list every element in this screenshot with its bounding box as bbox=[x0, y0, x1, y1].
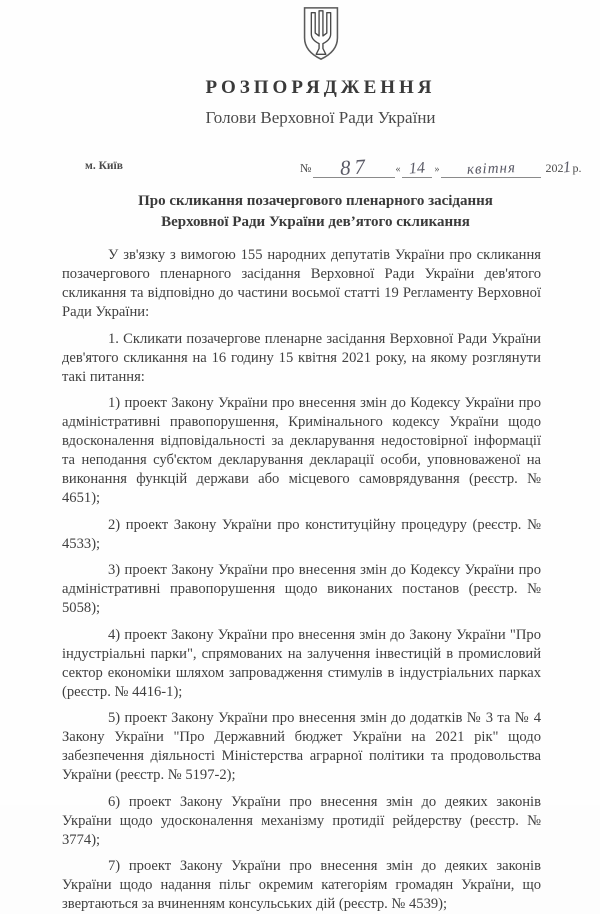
year-group bbox=[545, 159, 581, 178]
ukraine-trident-emblem-icon bbox=[298, 5, 344, 63]
handwritten-year-digit: 1 bbox=[562, 158, 573, 177]
month-blank bbox=[441, 161, 541, 178]
paragraph-question-6: 6) проект Закону України про внесення змін до деяких законів України щодо удосконалення механізму протидії рейдерству (реєстр. № 3774); bbox=[62, 793, 541, 848]
paragraph-question-7: 7) проект Закону України про внесення змін до деяких законів України щодо надання пільг окремим категоріям громадян України, що звертаються за вчиненням консульських дій (реєстр. № 4539); bbox=[62, 858, 541, 912]
paragraph-preamble: У зв'язку з вимогою 155 народних депутатів України про скликання позачергового пленарного засідання Верховної Ради України дев'ятого скликання та відповідно до частини восьмої статті 19 Регламенту Верховної Ради України: bbox=[62, 247, 541, 320]
subject-line-2: Верховної Ради України дев’ятого скликання bbox=[161, 214, 470, 230]
handwritten-month: квітня bbox=[466, 160, 517, 178]
document-body bbox=[62, 246, 541, 914]
paragraph-question-2: 2) проект Закону України про конституційну процедуру (реєстр. № 4533); bbox=[62, 516, 541, 552]
day-blank bbox=[402, 161, 432, 178]
number-blank bbox=[313, 156, 395, 178]
handwritten-day: 14 bbox=[408, 159, 426, 178]
subject-line-1: Про скликання позачергового пленарного засідання bbox=[138, 193, 493, 209]
close-quote: » bbox=[434, 164, 440, 175]
meta-row bbox=[62, 146, 582, 180]
number-and-date bbox=[300, 156, 581, 178]
open-quote: « bbox=[395, 164, 401, 175]
year-printed: 202 bbox=[545, 161, 564, 175]
paragraph-question-1: 1) проект Закону України про внесення змін до Кодексу України про адміністративні правопорушення, Кримінального кодексу України щодо вдосконалення відповідальності за декларування недостовірної інформації та неподання суб'єктом декларування декларації особи, уповноваженої на виконання функцій держави або місцевого самоврядування (реєстр. № 4651); bbox=[62, 395, 541, 506]
paragraph-question-5: 5) проект Закону України про внесення змін до додатків № 3 та № 4 Закону України "Про Державний бюджет України на 2021 рік" щодо забезпечення діяльності Міністерства аграрної політики та продовольства України (реєстр. № 5197-2); bbox=[62, 710, 541, 783]
document-subtitle: Голови Верховної Ради України bbox=[205, 108, 436, 127]
document-header bbox=[81, 5, 560, 128]
number-label: № bbox=[300, 161, 312, 175]
year-suffix: р. bbox=[572, 161, 582, 175]
city-label: м. Київ bbox=[85, 160, 123, 172]
document-title: РОЗПОРЯДЖЕННЯ bbox=[205, 77, 436, 98]
paragraph-question-3: 3) проект Закону України про внесення змін до Кодексу України про адміністративні правопорушення щодо виконаних постанов (реєстр. № 5058); bbox=[62, 562, 541, 616]
handwritten-number: 87 bbox=[339, 154, 370, 180]
subject-heading bbox=[76, 191, 555, 233]
paragraph-question-4: 4) проект Закону України про внесення змін до Закону України "Про індустріальні парки", спрямованих на залучення інвестицій в промисловий сектор економіки шляхом запровадження стимулів в індустріальних парках (реєстр. № 4416-1); bbox=[62, 626, 541, 700]
paragraph-item-1: 1. Скликати позачергове пленарне засідання Верховної Ради України дев'ятого скликання на 16 годину 15 квітня 2021 року, на якому розглянути такі питання: bbox=[62, 330, 541, 385]
